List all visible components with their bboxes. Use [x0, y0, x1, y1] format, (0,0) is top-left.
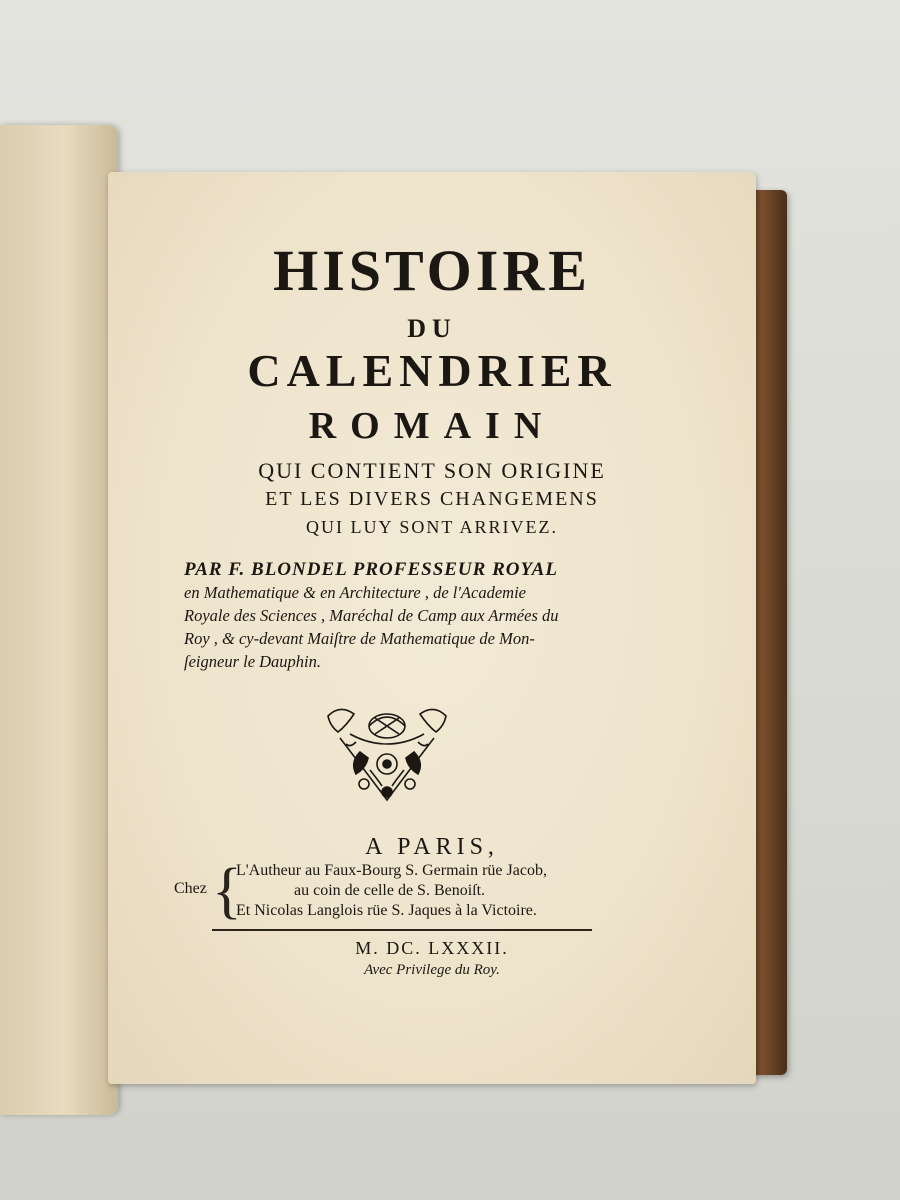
imprint-rule	[212, 929, 592, 931]
subtitle-line-1: QUI CONTIENT SON ORIGINE	[258, 458, 606, 483]
imprint-publishers	[174, 857, 734, 925]
publisher-line-1: L'Autheur au Faux-Bourg S. Germain rüe Jacob,	[236, 862, 547, 879]
title-page	[108, 172, 756, 1084]
left-page-edge	[0, 125, 118, 1115]
author-lead: PAR F. BLONDEL PROFESSEUR ROYAL	[184, 559, 558, 580]
subtitle-line-2: ET LES DIVERS CHANGEMENS	[265, 488, 599, 510]
title-line-romain: ROMAIN	[308, 405, 556, 447]
imprint-place: A PARIS,	[365, 834, 499, 860]
chez-label: Chez	[174, 880, 207, 897]
author-line-2: en Mathematique & en Architecture , de l'Academie	[184, 583, 526, 602]
author-line-4: Roy , & cy-devant Maiſtre de Mathematique de Mon-	[184, 629, 535, 648]
title-line-du: DU	[407, 314, 457, 343]
subtitle-line-3: QUI LUY SONT ARRIVEZ.	[306, 517, 558, 537]
author-statement	[184, 558, 704, 673]
privilege-line: Avec Privilege du Roy.	[364, 962, 500, 978]
publication-year: M. DC. LXXXII.	[355, 938, 509, 958]
brace-glyph: {	[212, 857, 242, 925]
author-line-3: Royale des Sciences , Maréchal de Camp aux Armées du	[184, 606, 559, 625]
floral-vignette-icon	[320, 704, 454, 804]
author-line-5: ſeigneur le Dauphin.	[184, 652, 322, 671]
title-line-calendrier: CALENDRIER	[247, 345, 617, 396]
publisher-line-3: Et Nicolas Langlois rüe S. Jaques à la Victoire.	[236, 902, 537, 919]
title-line-histoire: HISTOIRE	[273, 238, 591, 303]
publisher-line-2: au coin de celle de S. Benoiſt.	[294, 882, 486, 899]
